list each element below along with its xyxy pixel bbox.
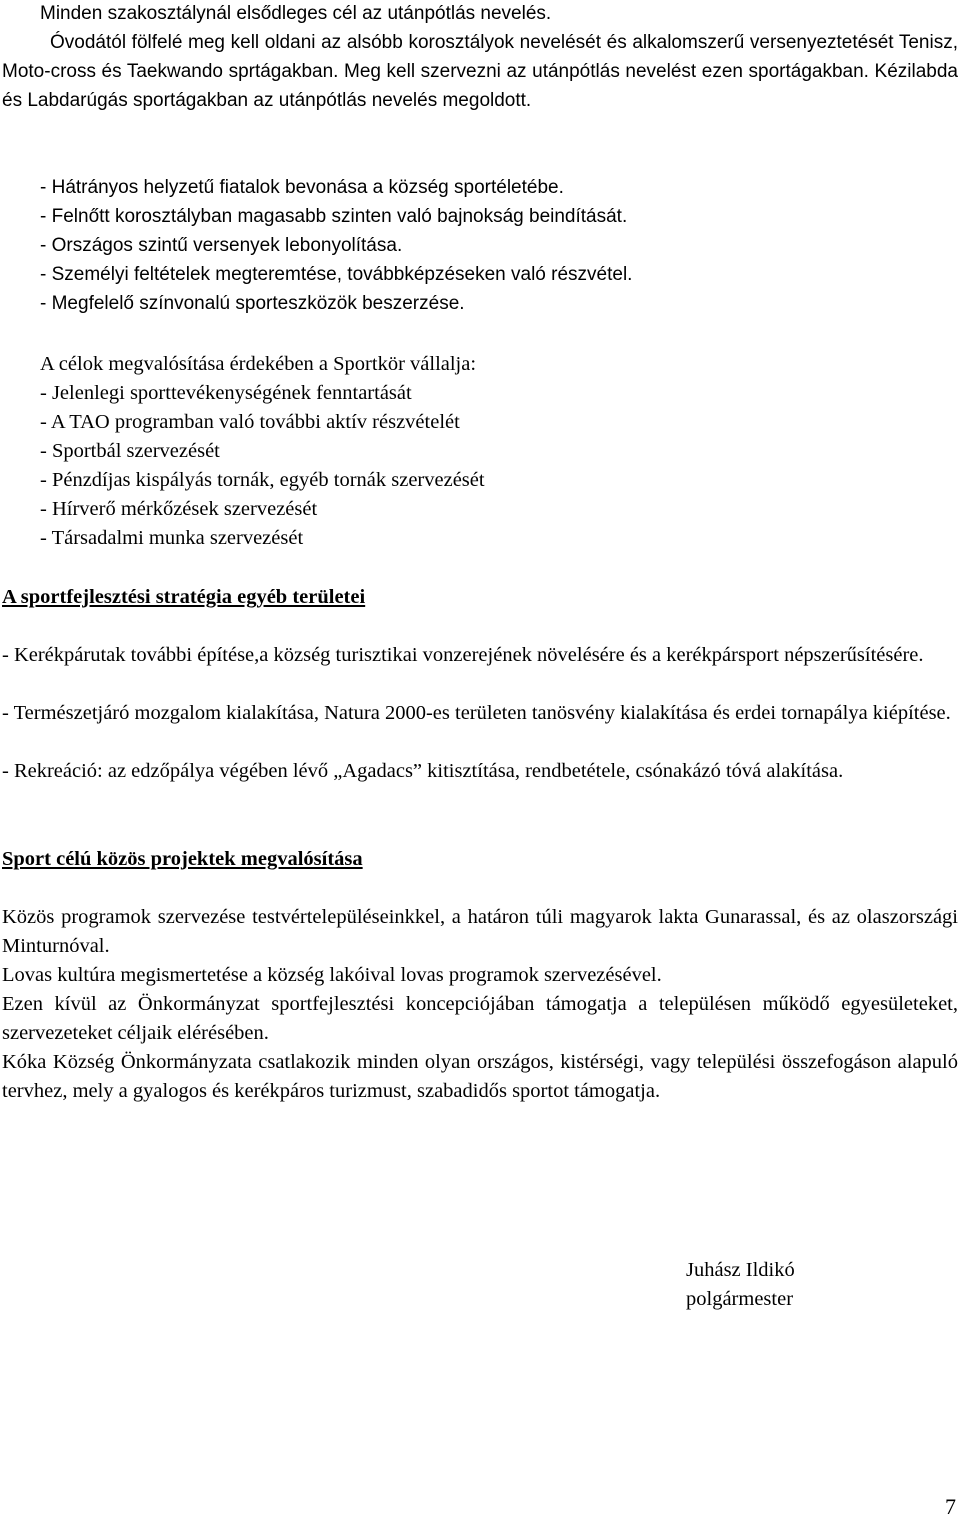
goal-item: - Országos szintű versenyek lebonyolítása. (40, 235, 403, 256)
other-area-item: - Kerékpárutak további építése,a község turisztikai vonzerejének növelésére és a kerékpársport népszerűsítésére. (2, 644, 924, 666)
joint-project-paragraph: Lovas kultúra megismertetése a község lakóival lovas programok szervezésével. (2, 964, 662, 986)
commitment-item: - Pénzdíjas kispályás tornák, egyéb tornák szervezését (40, 469, 485, 491)
goal-item: - Megfelelő színvonalú sporteszközök beszerzése. (40, 293, 465, 314)
commitment-item: - Társadalmi munka szervezését (40, 527, 304, 549)
youth-intro (2, 0, 958, 28)
commitments-intro: A célok megvalósítása érdekében a Sportkör vállalja: (40, 353, 477, 375)
commitments-list (2, 350, 958, 553)
goal-item: - Felnőtt korosztályban magasabb szinten való bajnokság beindítását. (40, 206, 628, 227)
other-areas-heading: A sportfejlesztési stratégia egyéb területei (2, 586, 366, 608)
commitment-item: - A TAO programban való további aktív részvételét (40, 411, 460, 433)
other-area-item: - Rekreáció: az edzőpálya végében lévő „Agadacs” kitisztítása, rendbetétele, csónakázó tóvá alakítása. (2, 760, 844, 782)
commitment-item: - Hírverő mérkőzések szervezését (40, 498, 318, 520)
youth-paragraph: Óvodától fölfelé meg kell oldani az alsóbb korosztályok nevelését és alkalomszerű versenyeztetését Tenisz, Moto-cross és Taekwando sprtágakban. Meg kell szervezni az utánpótlás nevelést ezen sportágakban. Kézilabda és Labdarúgás sportágakban az utánpótlás nevelés megoldott. (2, 32, 958, 111)
goal-item: - Hátrányos helyzetű fiatalok bevonása a község sportéletébe. (40, 177, 564, 198)
joint-projects-heading: Sport célú közös projektek megvalósítása (2, 848, 363, 870)
commitment-item: - Sportbál szervezését (40, 440, 220, 462)
other-area-item: - Természetjáró mozgalom kialakítása, Natura 2000-es területen tanösvény kialakítása és erdei tornapálya kiépítése. (2, 702, 951, 724)
joint-project-paragraph: Ezen kívül az Önkormányzat sportfejlesztési koncepciójában támogatja a településen működő egyesületeket, szervezeteket céljaik elérésében. (2, 993, 958, 1044)
page-number: 7 (945, 1494, 956, 1519)
joint-project-paragraph: Közös programok szervezése testvértelepüléseinkkel, a határon túli magyarok lakta Gunarassal, és az olaszországi Minturnóval. (2, 906, 958, 957)
youth-intro-line: Minden szakosztálynál elsődleges cél az utánpótlás nevelés. (40, 3, 552, 24)
signature-block (686, 1256, 795, 1314)
goals-list (2, 173, 958, 318)
signature-title: polgármester (686, 1288, 794, 1310)
joint-project-paragraph: Kóka Község Önkormányzata csatlakozik minden olyan országos, kistérségi, vagy települési összefogáson alapuló tervhez, mely a gyalogos és kerékpáros turizmust, szabadidős sportot támogatja. (2, 1051, 958, 1102)
signature-name: Juhász Ildikó (686, 1259, 795, 1281)
goal-item: - Személyi feltételek megteremtése, továbbképzéseken való részvétel. (40, 264, 633, 285)
commitment-item: - Jelenlegi sporttevékenységének fenntartását (40, 382, 412, 404)
